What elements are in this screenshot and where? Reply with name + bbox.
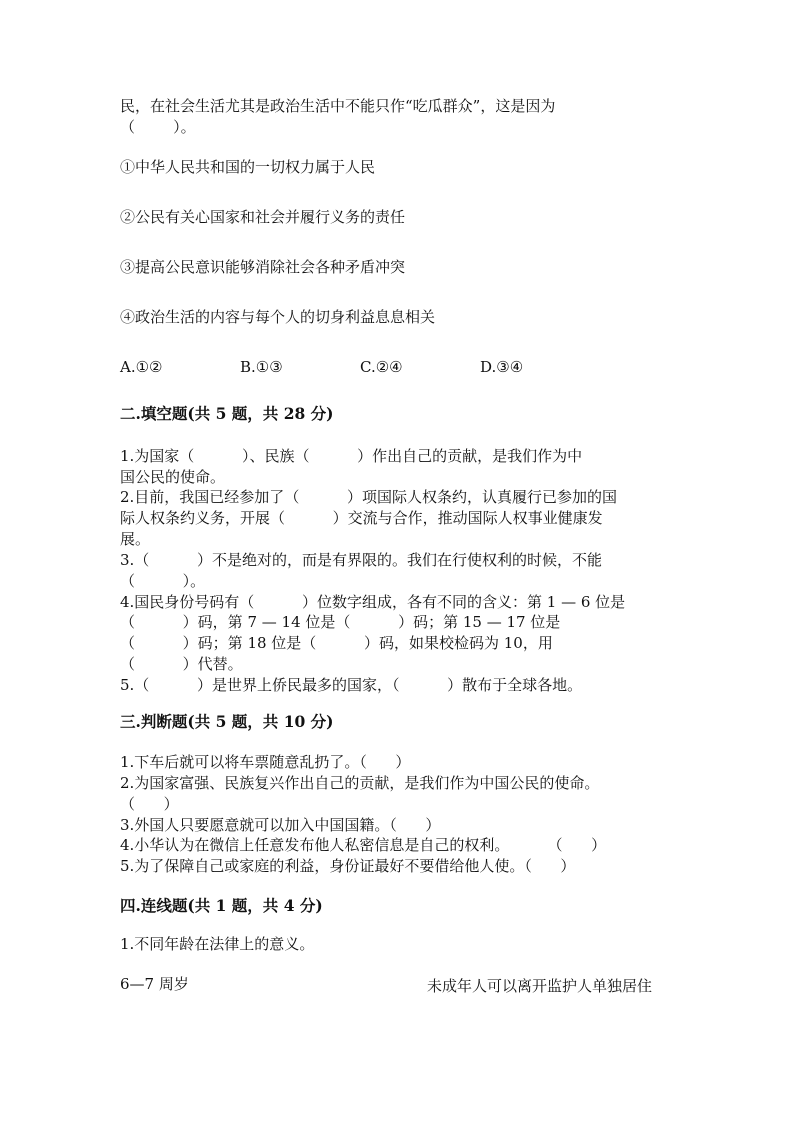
- true-false-line: 3.外国人只要愿意就可以加入中国国籍。（ ）: [120, 816, 441, 834]
- fill-in-line: （ ）。: [120, 572, 206, 590]
- answer-blank-line: （ ）。: [120, 118, 196, 136]
- matching-right-item: 未成年人可以离开监护人单独居住: [427, 977, 653, 995]
- fill-in-line: （ ）码，第 7 — 14 位是（ ）码；第 15 — 17 位是: [120, 613, 561, 631]
- option-c: C.②④: [360, 358, 403, 376]
- section-heading-fill-in: 二.填空题(共 5 题，共 28 分): [120, 404, 334, 423]
- true-false-line: 4.小华认为在微信上任意发布他人私密信息是自己的权利。 （ ）: [120, 836, 607, 854]
- true-false-line: 2.为国家富强、民族复兴作出自己的贡献，是我们作为中国公民的使命。: [120, 774, 600, 792]
- fill-in-line: 展。: [120, 530, 151, 548]
- question-text-line: 民，在社会生活尤其是政治生活中不能只作“吃瓜群众”，这是因为: [120, 97, 556, 115]
- matching-left-item: 6—7 周岁: [120, 975, 189, 993]
- fill-in-line: 3.（ ）不是绝对的，而是有界限的。我们在行使权利的时候，不能: [120, 551, 602, 569]
- option-b: B.①③: [240, 358, 283, 376]
- statement-4: ④政治生活的内容与每个人的切身利益息息相关: [120, 308, 436, 326]
- fill-in-line: 1.为国家（ ）、民族（ ）作出自己的贡献，是我们作为中: [120, 447, 583, 465]
- true-false-line: 5.为了保障自己或家庭的利益，身份证最好不要借给他人使。（ ）: [120, 857, 576, 875]
- fill-in-line: （ ）码；第 18 位是（ ）码，如果校检码为 10，用: [120, 634, 553, 652]
- option-a: A.①②: [120, 358, 163, 376]
- fill-in-line: 4.国民身份号码有（ ）位数字组成，各有不同的含义：第 1 — 6 位是: [120, 593, 626, 611]
- option-d: D.③④: [480, 358, 524, 376]
- fill-in-line: 2.目前，我国已经参加了（ ）项国际人权条约，认真履行已参加的国: [120, 488, 617, 506]
- fill-in-line: 国公民的使命。: [120, 468, 226, 486]
- section-heading-matching: 四.连线题(共 1 题，共 4 分): [120, 896, 323, 915]
- true-false-line: （ ）: [120, 795, 179, 813]
- statement-2: ②公民有关心国家和社会并履行义务的责任: [120, 208, 406, 226]
- statement-3: ③提高公民意识能够消除社会各种矛盾冲突: [120, 258, 406, 276]
- true-false-line: 1.下车后就可以将车票随意乱扔了。（ ）: [120, 753, 411, 771]
- fill-in-line: 5.（ ）是世界上侨民最多的国家，（ ）散布于全球各地。: [120, 676, 583, 694]
- fill-in-line: （ ）代替。: [120, 655, 243, 673]
- section-heading-true-false: 三.判断题(共 5 题，共 10 分): [120, 712, 334, 731]
- statement-1: ①中华人民共和国的一切权力属于人民: [120, 158, 376, 176]
- matching-question: 1.不同年龄在法律上的意义。: [120, 935, 315, 953]
- fill-in-line: 际人权条约义务，开展（ ）交流与合作，推动国际人权事业健康发: [120, 509, 603, 527]
